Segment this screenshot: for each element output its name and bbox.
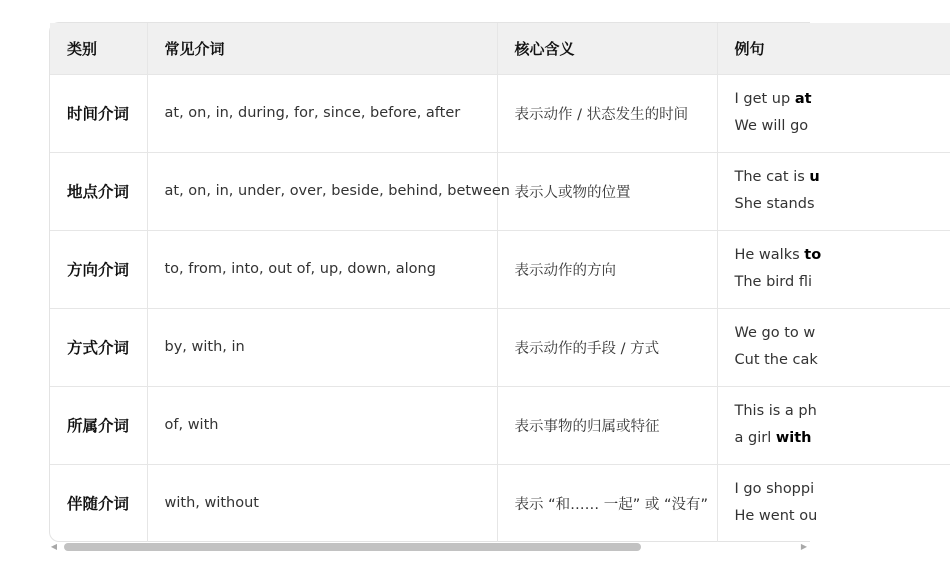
example-line — [735, 86, 950, 113]
cell-prepositions: at, on, in, during, for, since, before, after — [147, 74, 497, 152]
cell-category: 方向介词 — [67, 261, 130, 279]
cell-prepositions: at, on, in, under, over, beside, behind, between — [147, 152, 497, 230]
cell-meaning: 表示动作的方向 — [497, 230, 717, 308]
prepositions-table-viewport — [49, 22, 822, 542]
cell-meaning: 表示 “和…… 一起” 或 “没有” — [497, 464, 717, 542]
example-text: He went ou — [734, 508, 818, 525]
example-text: We go to w — [734, 325, 816, 341]
prepositions-table — [50, 23, 950, 542]
cell-category: 方式介词 — [67, 339, 130, 357]
example-line — [735, 113, 950, 140]
example-text: This is a ph — [734, 403, 817, 419]
example-line — [735, 191, 950, 218]
example-preposition: with — [775, 430, 812, 446]
example-line — [735, 269, 950, 296]
table-row — [50, 464, 950, 542]
cell-examples — [717, 308, 950, 386]
example-line — [735, 425, 950, 452]
cell-examples — [717, 464, 950, 542]
table-header-row — [50, 23, 950, 74]
table-row — [50, 74, 950, 152]
cell-prepositions: by, with, in — [147, 308, 497, 386]
cell-category: 伴随介词 — [67, 495, 130, 514]
cell-meaning: 表示动作 / 状态发生的时间 — [497, 74, 717, 152]
example-preposition: u — [809, 169, 820, 185]
example-text: a girl — [734, 430, 776, 446]
cell-prepositions: to, from, into, out of, up, down, along — [147, 230, 497, 308]
example-line — [735, 398, 950, 425]
example-text: Cut the cak — [734, 352, 818, 368]
cell-category: 时间介词 — [67, 105, 130, 123]
table-body — [50, 74, 950, 542]
example-preposition: at — [794, 91, 812, 107]
cell-examples — [717, 230, 950, 308]
header-category: 类别 — [67, 39, 98, 58]
cell-meaning: 表示人或物的位置 — [497, 152, 717, 230]
cell-meaning: 表示动作的手段 / 方式 — [497, 308, 717, 386]
cell-category: 所属介词 — [67, 417, 130, 435]
example-line — [735, 164, 950, 191]
cell-meaning: 表示事物的归属或特征 — [497, 386, 717, 464]
example-line — [735, 347, 950, 374]
cell-examples — [717, 386, 950, 464]
example-text: I go shoppi — [734, 481, 815, 498]
table-row — [50, 152, 950, 230]
table-row — [50, 386, 950, 464]
cell-examples — [717, 74, 950, 152]
example-line — [735, 242, 950, 269]
example-text: I get up — [734, 91, 795, 107]
example-text: She stands — [734, 196, 815, 212]
header-meaning: 核心含义 — [497, 23, 717, 74]
example-preposition: to — [804, 247, 822, 263]
table-row — [50, 230, 950, 308]
header-examples: 例句 — [717, 23, 950, 74]
example-text: The cat is — [734, 169, 810, 185]
table-row — [50, 308, 950, 386]
scroll-thumb[interactable] — [64, 543, 641, 551]
table-header — [50, 23, 950, 74]
scroll-left-arrow-icon[interactable]: ◀ — [50, 542, 58, 551]
example-line — [735, 503, 950, 530]
scroll-right-arrow-icon[interactable]: ▶ — [800, 542, 808, 551]
example-line — [735, 320, 950, 347]
horizontal-scrollbar[interactable] — [49, 541, 809, 553]
example-text: The bird fli — [734, 274, 812, 290]
cell-category: 地点介词 — [67, 183, 130, 201]
cell-prepositions: of, with — [147, 386, 497, 464]
example-text: We will go — [734, 118, 809, 134]
example-line — [735, 476, 950, 503]
header-prepositions: 常见介词 — [147, 23, 497, 74]
cell-prepositions: with, without — [147, 464, 497, 542]
example-text: He walks — [734, 247, 805, 263]
cell-examples — [717, 152, 950, 230]
